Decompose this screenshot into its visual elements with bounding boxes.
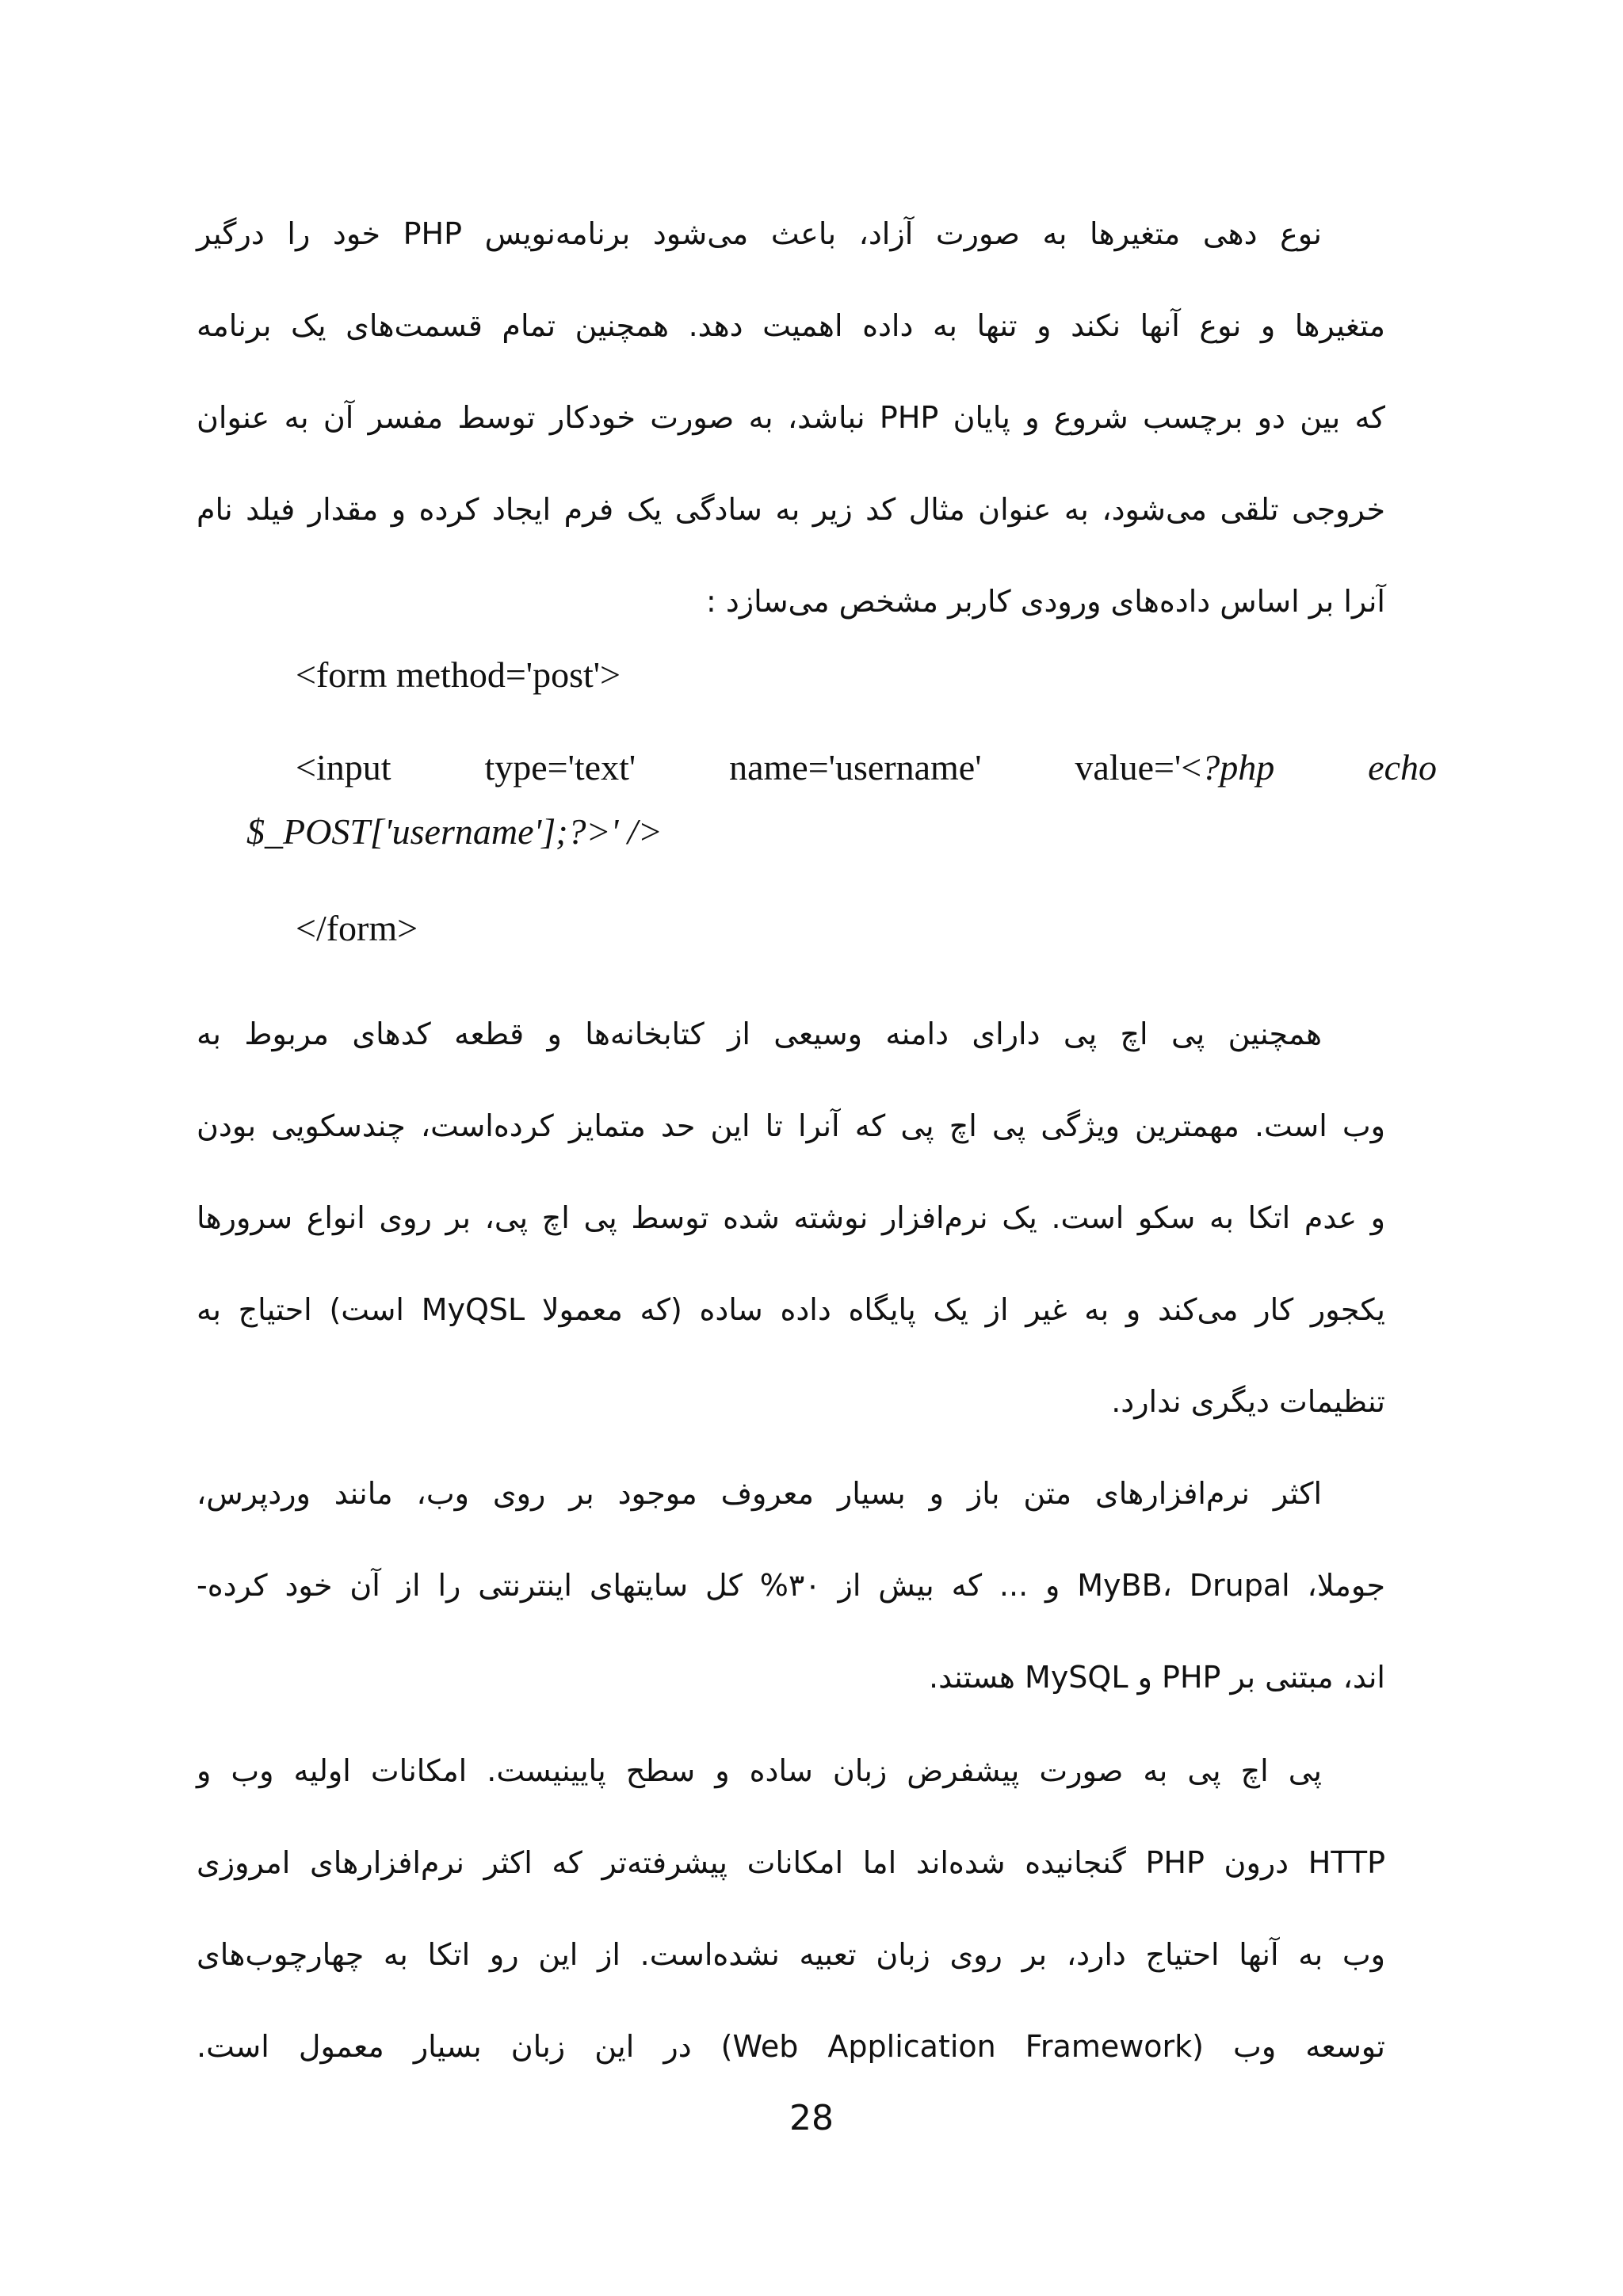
paragraph-line: و عدم اتکا به سکو است. یک نرم‌افزار نوشته شده توسط پی اچ پی، بر روی انواع سرورها [197, 1200, 1385, 1235]
code-line-input [296, 746, 1437, 788]
page-number: 28 [789, 2098, 834, 2138]
code-token [1075, 746, 1274, 788]
paragraph-4 [197, 1725, 1385, 2092]
paragraph-line: جوملا، MyBB، Drupal و ... که بیش از ۳۰% کل سایتهای اینترنتی را از آن خود کرده- [197, 1568, 1385, 1603]
code-token: name='username' [729, 747, 982, 788]
paragraph-line: توسعه وب (Web Application Framework) در این زبان بسیار معمول است. [197, 2029, 1385, 2064]
paragraph-line: متغیرها و نوع آنها نکند و تنها به داده اهمیت دهد. همچنین تمام قسمت‌های یک برنامه [197, 308, 1385, 343]
paragraph-line: آنرا بر اساس داده‌های ورودی کاربر مشخص می‌سازد : [705, 584, 1385, 619]
paragraph-line: HTTP درون PHP گنجانیده شده‌اند اما امکانات پیشرفته‌تر که اکثر نرم‌افزارهای امروزی [197, 1845, 1385, 1880]
code-token-value: value='< [1075, 747, 1202, 788]
paragraph-line: اکثر نرم‌افزارهای متن باز و بسیار معروف موجود بر روی وب، مانند وردپرس، [197, 1476, 1322, 1511]
paragraph-1 [197, 188, 1385, 647]
code-line-form-open: <form method='post'> [296, 654, 621, 695]
paragraph-line: تنظیمات دیگری ندارد. [1111, 1384, 1385, 1419]
paragraph-line: پی اچ پی به صورت پیشفرض زبان ساده و سطح پایینیست. امکانات اولیه وب و [197, 1753, 1322, 1788]
paragraph-line: وب به آنها احتیاج دارد، بر روی زبان تعبیه نشده‌است. از این رو اتکا به چهارچوب‌های [197, 1937, 1385, 1972]
paragraph-2 [197, 988, 1385, 1447]
code-token-php: ?php [1201, 747, 1275, 788]
paragraph-line: یکجور کار می‌کند و به غیر از یک پایگاه داده ساده (که معمولا MyQSL است) احتیاج به [197, 1292, 1386, 1327]
code-line-form-close: </form> [296, 908, 418, 948]
code-token: <input [296, 747, 391, 788]
paragraph-line: وب است. مهمترین ویژگی پی اچ پی که آنرا تا این حد متمایز کرده‌است، چندسکویی بودن [197, 1108, 1385, 1143]
paragraph-line: اند، مبتنی بر PHP و MySQL هستند. [929, 1660, 1385, 1695]
code-line-post: $_POST['username'];?>' /> [246, 811, 663, 852]
paragraph-line: که بین دو برچسب شروع و پایان PHP نباشد، به صورت خودکار توسط مفسر آن به عنوان [197, 400, 1385, 435]
code-token: type='text' [484, 747, 636, 788]
paragraph-line: خروجی تلقی می‌شود، به عنوان مثال کد زیر به سادگی یک فرم ایجاد کرده و مقدار فیلد نام [197, 492, 1385, 527]
code-token-echo: echo [1368, 747, 1437, 788]
paragraph-line: همچنین پی اچ پی دارای دامنه وسیعی از کتابخانه‌ها و قطعه کدهای مربوط به [197, 1016, 1322, 1051]
paragraph-line: نوع دهی متغیرها به صورت آزاد، باعث می‌شود برنامه‌نویس PHP خود را درگیر [197, 216, 1322, 251]
paragraph-3 [197, 1447, 1385, 1723]
